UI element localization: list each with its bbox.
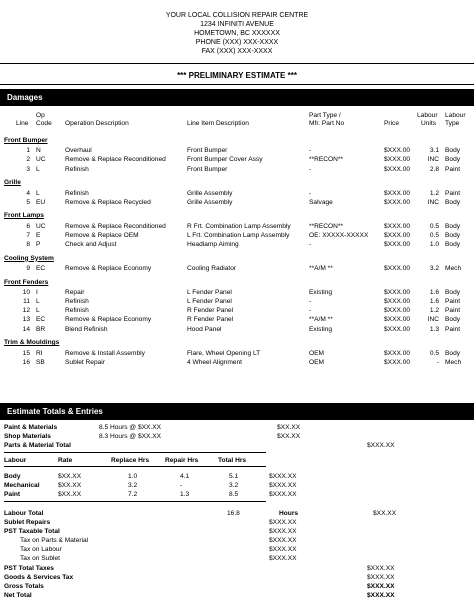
damage-cell-units: 0.5 [429, 349, 439, 357]
damage-group-heading: Trim & Mouldings [4, 339, 60, 347]
damage-cell-price: $XXX.00 [384, 264, 411, 272]
damage-cell-op: Repair [65, 288, 85, 296]
labour-total-hours-label: Hours [279, 510, 299, 517]
damage-cell-part: - [309, 147, 312, 155]
damage-cell-item: L Frt. Combination Lamp Assembly [187, 231, 290, 239]
tax-on-labour-amount: $XXX.XX [269, 546, 297, 553]
damage-cell-op: Refinish [65, 307, 89, 315]
damage-cell-line: 4 [26, 189, 30, 197]
labour-total-amount: $XX.XX [373, 510, 397, 517]
shop-materials-amount: $XX.XX [277, 433, 301, 440]
damage-group-heading: Front Lamps [4, 212, 44, 220]
damage-cell-price: $XXX.00 [384, 147, 411, 155]
damage-cell-line: 5 [26, 198, 30, 206]
damage-cell-item: L Fender Panel [187, 298, 232, 305]
damage-cell-op: Check and Adjust [65, 241, 117, 248]
labour-header-repair: Repair Hrs [165, 457, 199, 464]
labour-total-hours: 16.8 [227, 510, 240, 517]
damage-cell-line: 3 [26, 165, 30, 173]
damage-cell-price: $XXX.00 [384, 316, 411, 324]
damage-cell-code: EU [36, 198, 46, 206]
damage-cell-item: R Frt. Combination Lamp Assembly [187, 222, 291, 230]
damage-cell-units: 2.8 [429, 165, 439, 173]
tax-on-sublet-amount: $XXX.XX [269, 555, 297, 562]
labour-cell-repair: - [180, 482, 183, 489]
damage-cell-item: R Fender Panel [187, 316, 234, 324]
damage-cell-type: Paint [445, 325, 461, 333]
shop-materials-label: Shop Materials [4, 433, 51, 440]
damage-cell-type: Body [445, 316, 461, 324]
labour-cell-replace: 3.2 [128, 482, 138, 489]
damage-cell-op: Remove & Replace Economy [65, 316, 152, 324]
damage-cell-part: Salvage [309, 198, 333, 206]
damage-cell-type: Body [445, 222, 461, 230]
header-divider-bottom [0, 84, 474, 85]
damage-cell-part: - [309, 241, 312, 248]
damage-cell-item: Flare, Wheel Opening LT [187, 349, 261, 357]
damage-cell-price: $XXX.00 [384, 165, 411, 173]
damage-cell-type: Body [445, 147, 461, 155]
damage-cell-part: **RECON** [309, 156, 344, 164]
labour-cell-amount: $XXX.XX [269, 482, 297, 489]
labour-cell-rate: $XX.XX [58, 482, 82, 489]
col-line: Line [16, 120, 29, 127]
pst-total-taxes-label: PST Total Taxes [4, 565, 54, 572]
damage-cell-type: Paint [445, 165, 461, 173]
col-labour-units-2: Units [421, 120, 437, 127]
parts-material-total-label: Parts & Material Total [4, 442, 71, 449]
net-total-amount: $XXX.XX [367, 592, 395, 599]
damage-group-heading: Front Fenders [4, 278, 49, 286]
damage-cell-price: $XXX.00 [384, 231, 411, 239]
labour-cell-replace: 1.0 [128, 473, 138, 480]
damage-cell-part: OE: XXXXX-XXXXX [309, 231, 369, 239]
damage-cell-op: Sublet Repair [65, 358, 105, 366]
tax-on-parts-amount: $XXX.XX [269, 537, 297, 544]
shop-address: 1234 INFINITI AVENUE [200, 21, 274, 28]
damage-cell-item: R Fender Panel [187, 307, 234, 315]
col-line-item: Line Item Description [187, 120, 249, 127]
damage-cell-item: Grille Assembly [187, 189, 233, 197]
sublet-repairs-amount: $XXX.XX [269, 519, 297, 526]
damage-cell-units: INC [427, 316, 439, 324]
damage-cell-units: INC [427, 198, 439, 206]
net-total-label: Net Total [4, 592, 32, 599]
damage-cell-line: 2 [26, 156, 30, 164]
damage-cell-op: Remove & Replace Economy [65, 264, 152, 272]
labour-cell-rate: $XX.XX [58, 491, 82, 498]
labour-cell-total: 3.2 [229, 482, 239, 489]
labour-bottom-rule [4, 501, 266, 502]
damage-cell-part: - [309, 189, 312, 197]
damage-cell-part: **A/M ** [309, 264, 333, 272]
labour-cell-label: Body [4, 473, 21, 480]
pst-taxable-total-label: PST Taxable Total [4, 528, 60, 535]
damage-cell-line: 13 [22, 316, 30, 324]
damage-cell-op: Remove & Install Assembly [65, 349, 145, 357]
pst-total-taxes-amount: $XXX.XX [367, 565, 395, 572]
damage-cell-price: $XXX.00 [384, 349, 411, 357]
damage-cell-item: Hood Panel [187, 325, 222, 333]
col-labour-type-1: Labour [445, 112, 466, 119]
damage-cell-op: Overhaul [65, 147, 92, 155]
labour-cell-total: 5.1 [229, 473, 239, 480]
damage-cell-code: I [36, 288, 38, 296]
labour-cell-total: 8.5 [229, 491, 239, 498]
damage-cell-price: $XXX.00 [384, 358, 411, 366]
damage-cell-units: 0.5 [429, 222, 439, 230]
damage-cell-line: 12 [22, 307, 30, 315]
damage-cell-item: Front Bumper [187, 147, 228, 155]
damage-cell-code: P [36, 241, 41, 248]
labour-cell-rate: $XX.XX [58, 473, 82, 480]
damage-cell-units: - [436, 358, 439, 366]
damage-cell-price: $XXX.00 [384, 222, 411, 230]
damage-cell-item: Front Bumper Cover Assy [187, 156, 263, 164]
damage-cell-code: L [36, 307, 40, 315]
labour-cell-repair: 1.3 [180, 491, 190, 498]
damage-cell-type: Body [445, 198, 461, 206]
tax-on-labour-label: Tax on Labour [20, 546, 62, 553]
damage-cell-units: 1.2 [429, 189, 439, 197]
damage-cell-code: L [36, 165, 40, 173]
labour-cell-amount: $XXX.XX [269, 491, 297, 498]
shop-phone: PHONE (XXX) XXX-XXXX [195, 39, 279, 46]
labour-total-label: Labour Total [4, 510, 44, 517]
damage-cell-item: 4 Wheel Alignment [187, 358, 242, 366]
damage-cell-type: Paint [445, 298, 461, 305]
damage-cell-part: Existing [309, 288, 333, 296]
damage-cell-op: Remove & Replace OEM [65, 231, 139, 239]
damage-cell-line: 1 [26, 147, 30, 155]
damage-cell-part: **RECON** [309, 222, 344, 230]
damage-cell-type: Paint [445, 307, 461, 315]
gst-amount: $XXX.XX [367, 574, 395, 581]
gst-label: Goods & Services Tax [4, 574, 74, 581]
damage-cell-line: 8 [26, 241, 30, 248]
damage-cell-price: $XXX.00 [384, 325, 411, 333]
damage-cell-line: 14 [22, 325, 30, 333]
totals-section-title: Estimate Totals & Entries [7, 407, 103, 416]
labour-cell-replace: 7.2 [128, 491, 138, 498]
labour-header-replace: Replace Hrs [111, 457, 150, 464]
damages-section-bar [0, 89, 474, 106]
shop-materials-detail: 8.3 Hours @ $XX.XX [99, 433, 162, 440]
labour-cell-label: Mechanical [4, 482, 40, 489]
damage-cell-code: EC [36, 264, 46, 272]
paint-materials-amount: $XX.XX [277, 424, 301, 431]
damage-cell-part: - [309, 307, 312, 315]
labour-cell-repair: 4.1 [180, 473, 190, 480]
damage-cell-op: Remove & Replace Reconditioned [65, 222, 166, 230]
totals-section-bar [0, 403, 474, 420]
labour-header-rule [4, 466, 266, 467]
col-op-code-1: Op [36, 112, 45, 119]
paint-materials-detail: 8.5 Hours @ $XX.XX [99, 424, 162, 431]
damage-cell-part: Existing [309, 325, 333, 333]
damage-cell-units: INC [427, 156, 439, 164]
damage-cell-line: 10 [22, 288, 30, 296]
pst-taxable-total-amount: $XXX.XX [269, 528, 297, 535]
damage-cell-price: $XXX.00 [384, 189, 411, 197]
col-part-type-1: Part Type / [309, 112, 341, 119]
col-labour-type-2: Type [445, 120, 460, 127]
damage-cell-code: UC [36, 222, 46, 230]
damage-group-heading: Cooling System [4, 254, 54, 262]
damage-cell-item: Headlamp Aiming [187, 241, 239, 248]
header-divider-top [0, 63, 474, 64]
damage-cell-code: EC [36, 316, 46, 324]
col-operation: Operation Description [65, 120, 129, 127]
damage-cell-units: 1.6 [429, 288, 439, 296]
tax-on-parts-label: Tax on Parts & Material [20, 537, 89, 544]
labour-top-rule [4, 452, 266, 453]
damage-cell-price: $XXX.00 [384, 156, 411, 164]
damage-cell-type: Body [445, 231, 461, 239]
col-op-code-2: Code [36, 120, 52, 127]
damage-cell-line: 16 [22, 358, 30, 366]
damage-cell-part: - [309, 298, 312, 305]
damage-cell-code: L [36, 189, 40, 197]
damage-cell-op: Refinish [65, 165, 89, 173]
damage-cell-op: Remove & Replace Recycled [65, 198, 151, 206]
damages-section-title: Damages [7, 93, 43, 102]
damage-cell-units: 1.2 [429, 307, 439, 315]
damage-cell-line: 9 [26, 264, 30, 272]
damage-cell-type: Body [445, 241, 461, 248]
damage-cell-op: Refinish [65, 298, 89, 305]
damage-cell-units: 1.0 [429, 241, 439, 248]
damage-cell-part: OEM [309, 358, 325, 366]
damage-cell-units: 1.6 [429, 298, 439, 305]
damage-cell-units: 3.2 [429, 264, 439, 272]
damage-cell-code: N [36, 147, 41, 155]
damage-cell-item: L Fender Panel [187, 288, 232, 296]
damage-cell-type: Paint [445, 189, 461, 197]
damage-cell-price: $XXX.00 [384, 241, 411, 248]
damage-cell-line: 7 [26, 231, 30, 239]
damage-cell-part: **A/M ** [309, 316, 333, 324]
parts-material-total-amount: $XXX.XX [367, 442, 395, 449]
damage-cell-units: 1.3 [429, 325, 439, 333]
damage-cell-op: Blend Refinish [65, 325, 108, 333]
damage-cell-price: $XXX.00 [384, 298, 411, 305]
damage-cell-type: Mech [445, 264, 462, 272]
damage-cell-type: Mech [445, 358, 462, 366]
sublet-repairs-label: Sublet Repairs [4, 519, 51, 526]
damage-cell-item: Grille Assembly [187, 198, 233, 206]
damage-cell-type: Body [445, 288, 461, 296]
shop-city: HOMETOWN, BC XXXXXX [194, 30, 280, 37]
damage-cell-line: 6 [26, 222, 30, 230]
damage-cell-line: 11 [23, 298, 30, 305]
estimate-title: *** PRELIMINARY ESTIMATE *** [177, 71, 297, 80]
labour-cell-label: Paint [4, 491, 21, 498]
damage-cell-item: Front Bumper [187, 165, 228, 173]
damage-cell-op: Refinish [65, 189, 89, 197]
shop-fax: FAX (XXX) XXX-XXXX [201, 48, 273, 55]
damage-cell-type: Body [445, 156, 461, 164]
col-price: Price [384, 120, 400, 127]
labour-cell-amount: $XXX.XX [269, 473, 297, 480]
labour-header-rate: Rate [58, 457, 73, 464]
labour-header-total: Total Hrs [218, 457, 247, 464]
col-labour-units-1: Labour [417, 112, 438, 119]
gross-totals-amount: $XXX.XX [367, 583, 395, 590]
damage-cell-units: 0.5 [429, 231, 439, 239]
damage-cell-price: $XXX.00 [384, 198, 411, 206]
damage-cell-price: $XXX.00 [384, 288, 411, 296]
damage-cell-part: OEM [309, 349, 325, 357]
damage-cell-code: UC [36, 156, 46, 164]
damage-cell-units: 3.1 [429, 147, 439, 155]
damage-cell-line: 15 [22, 349, 30, 357]
tax-on-sublet-label: Tax on Sublet [20, 555, 60, 562]
labour-header-labour: Labour [4, 457, 27, 464]
damage-cell-part: - [309, 165, 312, 173]
damage-cell-op: Remove & Replace Reconditioned [65, 156, 166, 164]
gross-totals-label: Gross Totals [4, 583, 44, 590]
col-part-type-2: Mfr. Part No [309, 120, 345, 127]
damage-cell-code: RI [36, 349, 43, 357]
damage-group-heading: Front Bumper [4, 137, 48, 144]
damage-cell-code: L [36, 298, 40, 305]
damage-cell-code: SB [36, 358, 45, 366]
paint-materials-label: Paint & Materials [4, 424, 58, 431]
shop-name: YOUR LOCAL COLLISION REPAIR CENTRE [165, 12, 309, 19]
damage-cell-price: $XXX.00 [384, 307, 411, 315]
damage-cell-type: Body [445, 349, 461, 357]
damage-cell-item: Cooling Radiator [187, 264, 237, 272]
damage-group-heading: Grille [4, 179, 21, 187]
damage-cell-code: E [36, 231, 41, 239]
damage-cell-code: BR [36, 325, 46, 333]
